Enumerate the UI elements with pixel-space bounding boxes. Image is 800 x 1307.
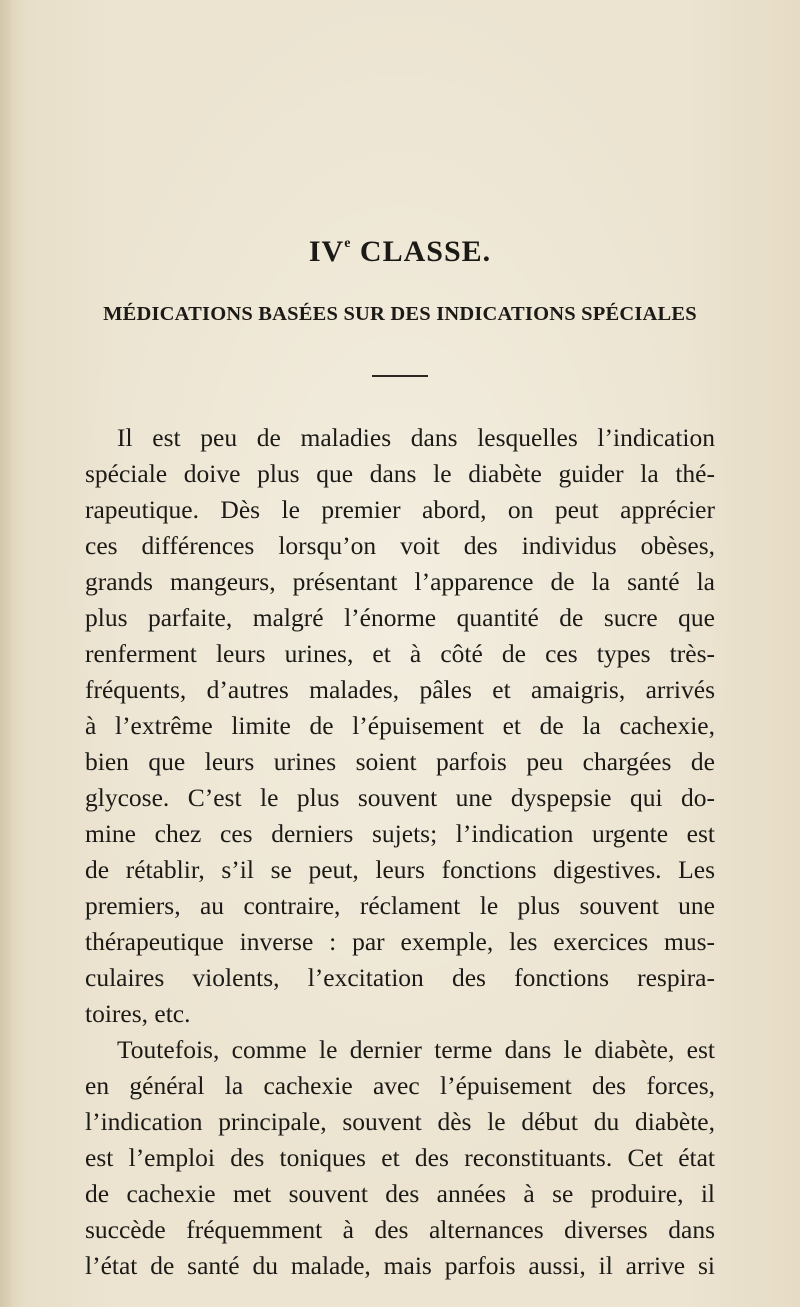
class-number-suffix: e [344,236,352,251]
text-line: succède fréquemment à des alternances diverses dans [85,1215,715,1244]
class-heading [0,226,800,270]
text-line: culaires violents, l’excitation des fonctions respira- [85,963,715,992]
text-line: à l’extrême limite de l’épuisement et de la cachexie, [85,711,715,740]
text-line: toires, etc. [85,999,191,1028]
body-text [85,420,715,1284]
text-line: thérapeutique inverse : par exemple, les exercices mus- [85,927,715,956]
text-line: renferment leurs urines, et à côté de ces types très- [85,639,715,668]
text-line: l’indication principale, souvent dès le début du diabète, [85,1107,715,1136]
text-line: premiers, au contraire, réclament le plus souvent une [85,891,715,920]
text-line: de rétablir, s’il se peut, leurs fonctions digestives. Les [85,855,715,884]
text-line: mine chez ces derniers sujets; l’indication urgente est [85,819,715,848]
section-subtitle: MÉDICATIONS BASÉES SUR DES INDICATIONS SPÉCIALES [103,303,697,325]
section-divider [372,375,428,377]
text-line: grands mangeurs, présentant l’apparence de la santé la [85,567,715,596]
text-line: en général la cachexie avec l’épuisement des forces, [85,1071,715,1100]
text-line: l’état de santé du malade, mais parfois aussi, il arrive si [85,1251,715,1280]
text-line: bien que leurs urines soient parfois peu chargées de [85,747,715,776]
page-binding-edge [0,0,14,1307]
text-line: plus parfaite, malgré l’énorme quantité de sucre que [85,603,715,632]
text-line: ces différences lorsqu’on voit des individus obèses, [85,531,715,560]
text-line: Toutefois, comme le dernier terme dans le diabète, est [117,1035,715,1064]
text-line: Il est peu de maladies dans lesquelles l’indication [117,423,715,452]
class-number: IV [308,235,345,268]
text-line: glycose. C’est le plus souvent une dyspepsie qui do- [85,783,715,812]
text-line: rapeutique. Dès le premier abord, on peut apprécier [85,495,715,524]
class-word: CLASSE. [359,235,492,268]
text-line: est l’emploi des toniques et des reconstituants. Cet état [85,1143,715,1172]
text-line: de cachexie met souvent des années à se produire, il [85,1179,715,1208]
text-line: fréquents, d’autres malades, pâles et amaigris, arrivés [85,675,715,704]
text-line: spéciale doive plus que dans le diabète guider la thé- [85,459,715,488]
